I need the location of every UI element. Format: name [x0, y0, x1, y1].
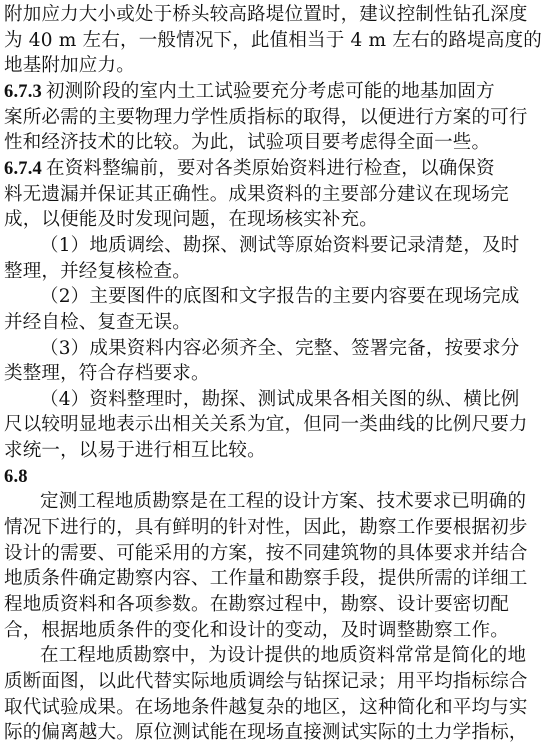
- section-text: 在资料整编前，要对各类原始资料进行检查，以确保资: [46, 157, 495, 179]
- section-68-heading: [4, 464, 32, 490]
- item-3-line-2: 类整理，符合存档要求。: [4, 363, 210, 385]
- section-68-p1-line-6: 合，根据地质条件的变化和设计的变动，及时调整勘察工作。: [4, 619, 509, 641]
- section-text: 初测阶段的室内土工试验要充分考虑可能的地基加固方: [46, 80, 495, 102]
- section-68-p1-line-3: 设计的需要、可能采用的方案，按不同建筑物的具体要求并结合: [4, 542, 528, 564]
- item-1-line-1: （1）地质调绘、勘探、测试等原始资料要记录清楚，及时: [40, 234, 520, 256]
- section-674-line-1: [4, 156, 495, 182]
- item-3-line-1: （3）成果资料内容必须齐全、完整、签署完备，按要求分: [40, 337, 520, 359]
- item-4-line-3: 求统一，以易于进行相互比较。: [4, 440, 266, 462]
- item-2-line-1: （2）主要图件的底图和文字报告的主要内容要在现场完成: [40, 286, 520, 308]
- section-68-p2-line-2: 质断面图，以此代替实际地质调绘与钻探记录；用平均指标综合: [4, 671, 528, 693]
- section-number: 6.7.4: [4, 158, 42, 179]
- section-number: 6.7.3: [4, 81, 42, 102]
- section-68-p2-line-4: 际的偏离越大。原位测试能在现场直接测试实际的土力学指标，: [4, 722, 528, 744]
- section-number: 6.8: [4, 466, 28, 487]
- section-68-p1-line-4: 地质条件确定勘察内容、工作量和勘察手段，提供所需的详细工: [4, 568, 528, 590]
- section-673-line-1: [4, 79, 495, 105]
- section-673-line-3: 性和经济技术的比较。为此，试验项目要考虑得全面一些。: [4, 132, 491, 154]
- item-1-line-2: 整理，并经复核检查。: [4, 260, 192, 282]
- item-4-line-1: （4）资料整理时，勘探、测试成果各相关图的纵、横比例: [40, 388, 520, 410]
- section-68-p2-line-1: 在工程地质勘察中，为设计提供的地质资料常常是简化的地: [40, 645, 527, 667]
- item-2-line-2: 并经自检、复查无误。: [4, 311, 192, 333]
- section-68-p2-line-3: 取代试验成果。在场地条件越复杂的地区，这种简化和平均与实: [4, 696, 528, 718]
- section-68-p1-line-2: 情况下进行的，具有鲜明的针对性，因此，勘察工作要根据初步: [4, 517, 528, 539]
- section-68-p1-line-5: 程地质资料和各项参数。在勘察过程中，勘察、设计要密切配: [4, 594, 509, 616]
- section-674-line-2: 料无遗漏并保证其正确性。成果资料的主要部分建议在现场完: [4, 183, 509, 205]
- section-68-p1-line-1: 定测工程地质勘察是在工程的设计方案、技术要求已明确的: [40, 491, 527, 513]
- item-4-line-2: 尺以较明显地表示出相关关系为宜，但同一类曲线的比例尺要力: [4, 414, 528, 436]
- intro-line-2: 为 40 m 左右，一般情况下，此值相当于 4 m 左右的路堤高度的: [4, 29, 542, 51]
- intro-line-1: 附加应力大小或处于桥头较高路堤位置时，建议控制性钻孔深度: [4, 4, 528, 25]
- section-674-line-3: 成，以便能及时发现问题，在现场核实补充。: [4, 209, 379, 231]
- section-673-line-2: 案所必需的主要物理力学性质指标的取得，以便进行方案的可行: [4, 106, 528, 128]
- intro-line-3: 地基附加应力。: [4, 55, 135, 77]
